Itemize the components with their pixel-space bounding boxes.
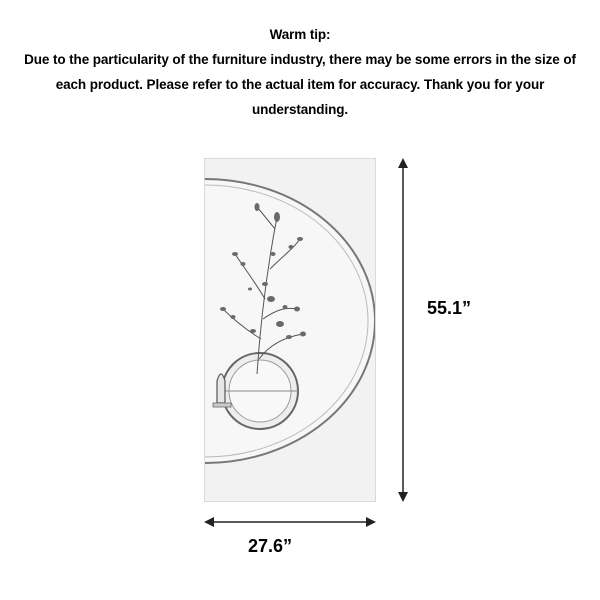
product-panel-image xyxy=(204,158,376,502)
panel-sketch xyxy=(205,159,375,501)
warm-tip-line-3: understanding. xyxy=(251,102,349,117)
warm-tip-line-1: Due to the particularity of the furniture industry, there may be some errors in the size of xyxy=(24,52,576,67)
width-dimension-arrow xyxy=(204,512,376,532)
width-label: 27.6” xyxy=(248,536,293,556)
height-label: 55.1” xyxy=(427,298,472,318)
arch-outline xyxy=(205,179,375,463)
warm-tip-title: Warm tip: xyxy=(269,27,331,42)
height-dimension-arrow xyxy=(393,158,413,502)
warm-tip-notice xyxy=(0,22,600,122)
small-bottle xyxy=(217,374,225,403)
bottle-base xyxy=(213,403,231,407)
warm-tip-line-2: each product. Please refer to the actual item for accuracy. Thank you for your xyxy=(55,77,545,92)
